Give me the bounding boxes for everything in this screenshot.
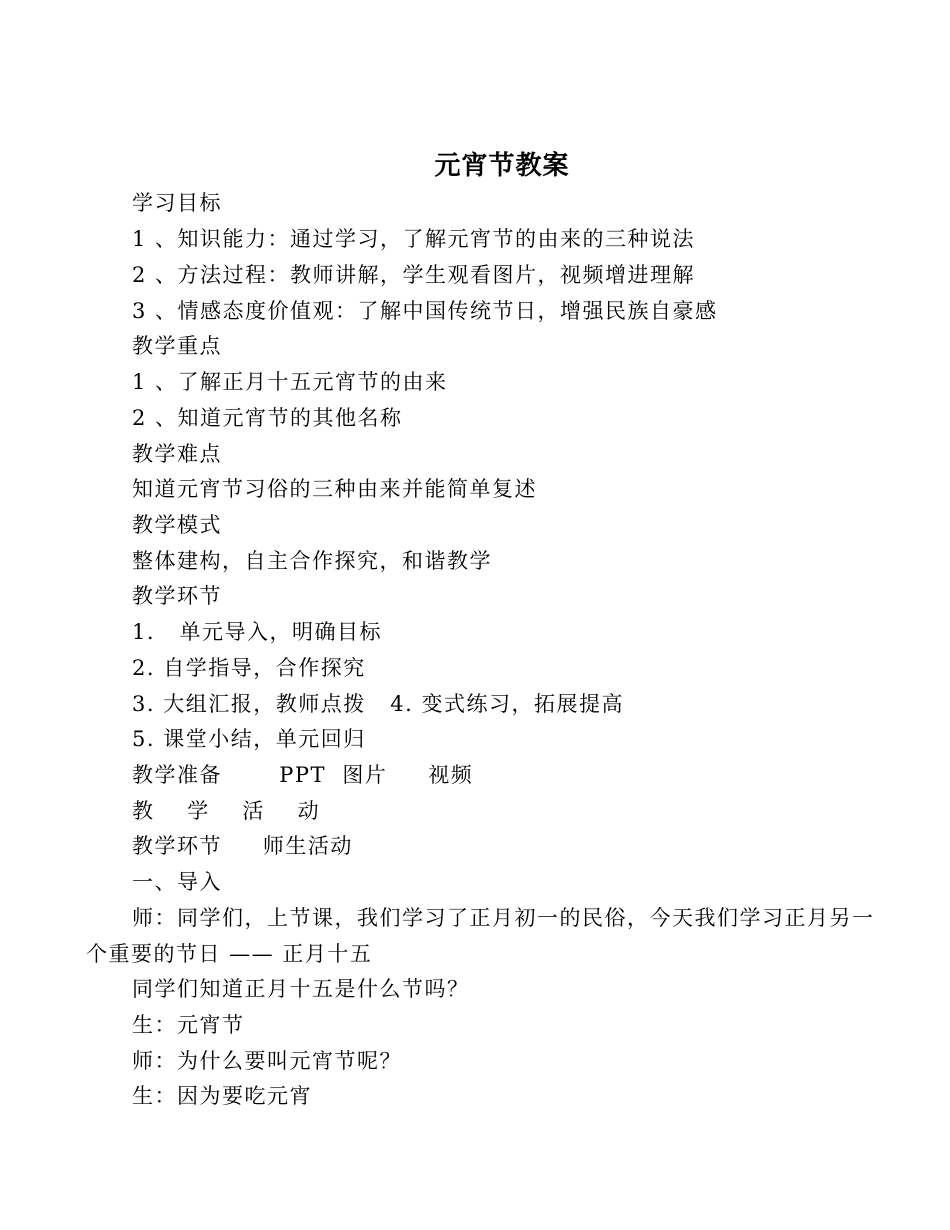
- text-line: 同学们知道正月十五是什么节吗？: [132, 977, 470, 1001]
- text-line: 2. 自学指导，合作探究: [132, 656, 366, 680]
- text-line: 知道元宵节习俗的三种由来并能简单复述: [132, 477, 537, 501]
- text-line: 教学准备 PPT 图片 视频: [132, 763, 474, 787]
- text-line: 教 学 活 动: [132, 799, 321, 823]
- text-line: 1. 单元导入，明确目标: [132, 620, 383, 644]
- text-line: 2 、知道元宵节的其他名称: [132, 406, 403, 430]
- text-line: 教学模式: [132, 513, 222, 537]
- text-line: 整体建构，自主合作探究，和谐教学: [132, 549, 492, 573]
- text-line: 教学环节: [132, 584, 222, 608]
- text-line: 5. 课堂小结，单元回归: [132, 727, 366, 751]
- text-line: 教学环节 师生活动: [132, 834, 353, 858]
- text-line: 师：为什么要叫元宵节呢？: [132, 1049, 402, 1073]
- text-line: 1 、知识能力：通过学习，了解元宵节的由来的三种说法: [132, 227, 696, 251]
- text-line: 生：元宵节: [132, 1013, 245, 1037]
- document-title: 元宵节教案: [434, 151, 570, 181]
- text-line: 生：因为要吃元宵: [132, 1084, 312, 1108]
- text-line: 一、导入: [132, 870, 222, 894]
- text-line: 3 、情感态度价值观：了解中国传统节日，增强民族自豪感: [132, 299, 718, 323]
- dialogue-paragraph: 师：同学们，上节课，我们学习了正月初一的民俗，今天我们学习正月另一个重要的节日 —— 正月十五: [86, 906, 875, 966]
- text-line: 3. 大组汇报，教师点拨 4. 变式练习，拓展提高: [132, 692, 624, 716]
- text-line: 教学难点: [132, 442, 222, 466]
- text-line: 1 、了解正月十五元宵节的由来: [132, 370, 448, 394]
- text-line: 教学重点: [132, 334, 222, 358]
- text-line: 学习目标: [132, 191, 222, 215]
- text-line: 2 、方法过程：教师讲解，学生观看图片，视频增进理解: [132, 263, 696, 287]
